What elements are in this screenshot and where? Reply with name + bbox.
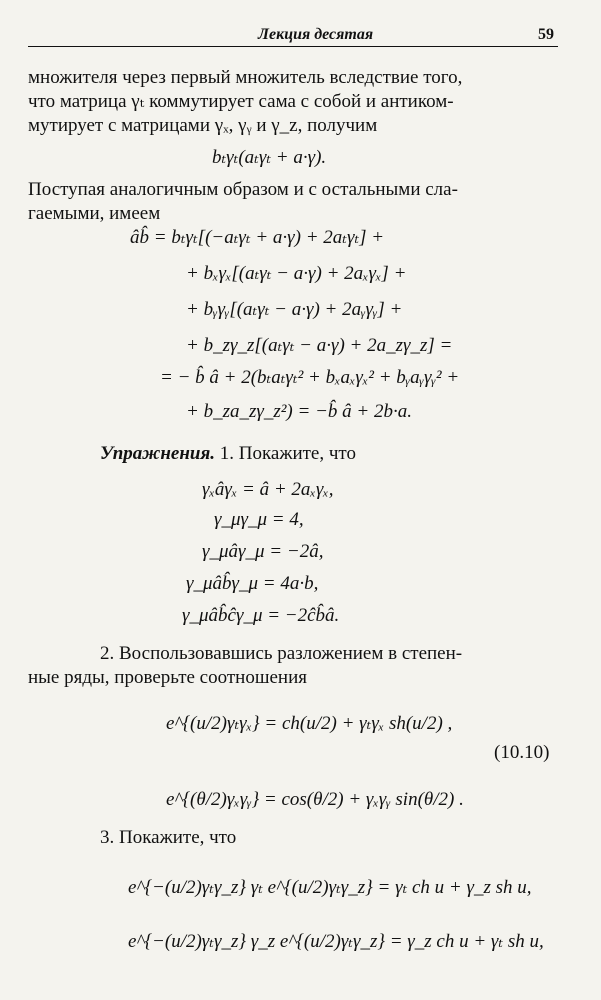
exercise-2-text — [28, 642, 558, 690]
exercises-heading: Упражнения. — [100, 443, 215, 464]
derivation-line: + bᵧγᵧ[(aₜγₜ − a·γ) + 2aᵧγᵧ] + — [186, 299, 403, 320]
derivation-line: âb̂ = bₜγₜ[(−aₜγₜ + a·γ) + 2aₜγₜ] + — [130, 227, 385, 248]
paragraph-2 — [28, 178, 558, 226]
page-header — [28, 24, 558, 47]
equation-bt: bₜγₜ(aₜγₜ + a·γ). — [212, 147, 327, 168]
exercise-1-equation: γ_μγ_μ = 4, — [214, 509, 304, 530]
paragraph-1 — [28, 66, 558, 138]
text-line: что матрица γₜ коммутирует сама с собой и антиком- — [28, 91, 454, 112]
exercise-1-equation: γₓâγₓ = â + 2aₓγₓ, — [202, 479, 334, 500]
exercise-1-equation: γ_μâγ_μ = −2â, — [202, 541, 324, 562]
exercise-1-intro — [100, 442, 560, 466]
exercise-2-equation: e^{(θ/2)γₓγᵧ} = cos(θ/2) + γₓγᵧ sin(θ/2) . — [166, 789, 464, 810]
exercise-3-equation: e^{−(u/2)γₜγ_z} γₜ e^{(u/2)γₜγ_z} = γₜ ch u + γ_z sh u, — [128, 877, 532, 898]
exercise-2-equation: e^{(u/2)γₜγₓ} = ch(u/2) + γₜγₓ sh(u/2) , — [166, 713, 453, 734]
exercise-1-equation: γ_μâb̂ĉγ_μ = −2ĉb̂â. — [182, 605, 340, 626]
text-line: мутирует с матрицами γₓ, γᵧ и γ_z, получим — [28, 115, 378, 136]
exercise-1-equation: γ_μâb̂γ_μ = 4a·b, — [186, 573, 319, 594]
text-line: гаемыми, имеем — [28, 203, 161, 224]
page-number: 59 — [538, 26, 554, 43]
derivation-line: = − b̂ â + 2(bₜaₜγₜ² + bₓaₓγₓ² + bᵧaᵧγᵧ² + — [160, 367, 460, 388]
text-line: множителя через первый множитель вследствие того, — [28, 67, 463, 88]
derivation-line: + b_zγ_z[(aₜγₜ − a·γ) + 2a_zγ_z] = — [186, 335, 453, 356]
derivation-line: + b_za_zγ_z²) = −b̂ â + 2b·a. — [186, 401, 412, 422]
text-line: Поступая аналогичным образом и с остальными сла- — [28, 179, 458, 200]
exercise-1-text: 1. Покажите, что — [219, 443, 356, 464]
running-title: Лекция десятая — [258, 26, 374, 43]
text-line: 2. Воспользовавшись разложением в степен- — [100, 643, 463, 664]
exercise-3-equation: e^{−(u/2)γₜγ_z} γ_z e^{(u/2)γₜγ_z} = γ_z ch u + γₜ sh u, — [128, 931, 544, 952]
exercise-3-text: 3. Покажите, что — [100, 827, 237, 848]
text-line: ные ряды, проверьте соотношения — [28, 667, 307, 688]
equation-number: (10.10) — [494, 742, 550, 763]
derivation-line: + bₓγₓ[(aₜγₜ − a·γ) + 2aₓγₓ] + — [186, 263, 407, 284]
